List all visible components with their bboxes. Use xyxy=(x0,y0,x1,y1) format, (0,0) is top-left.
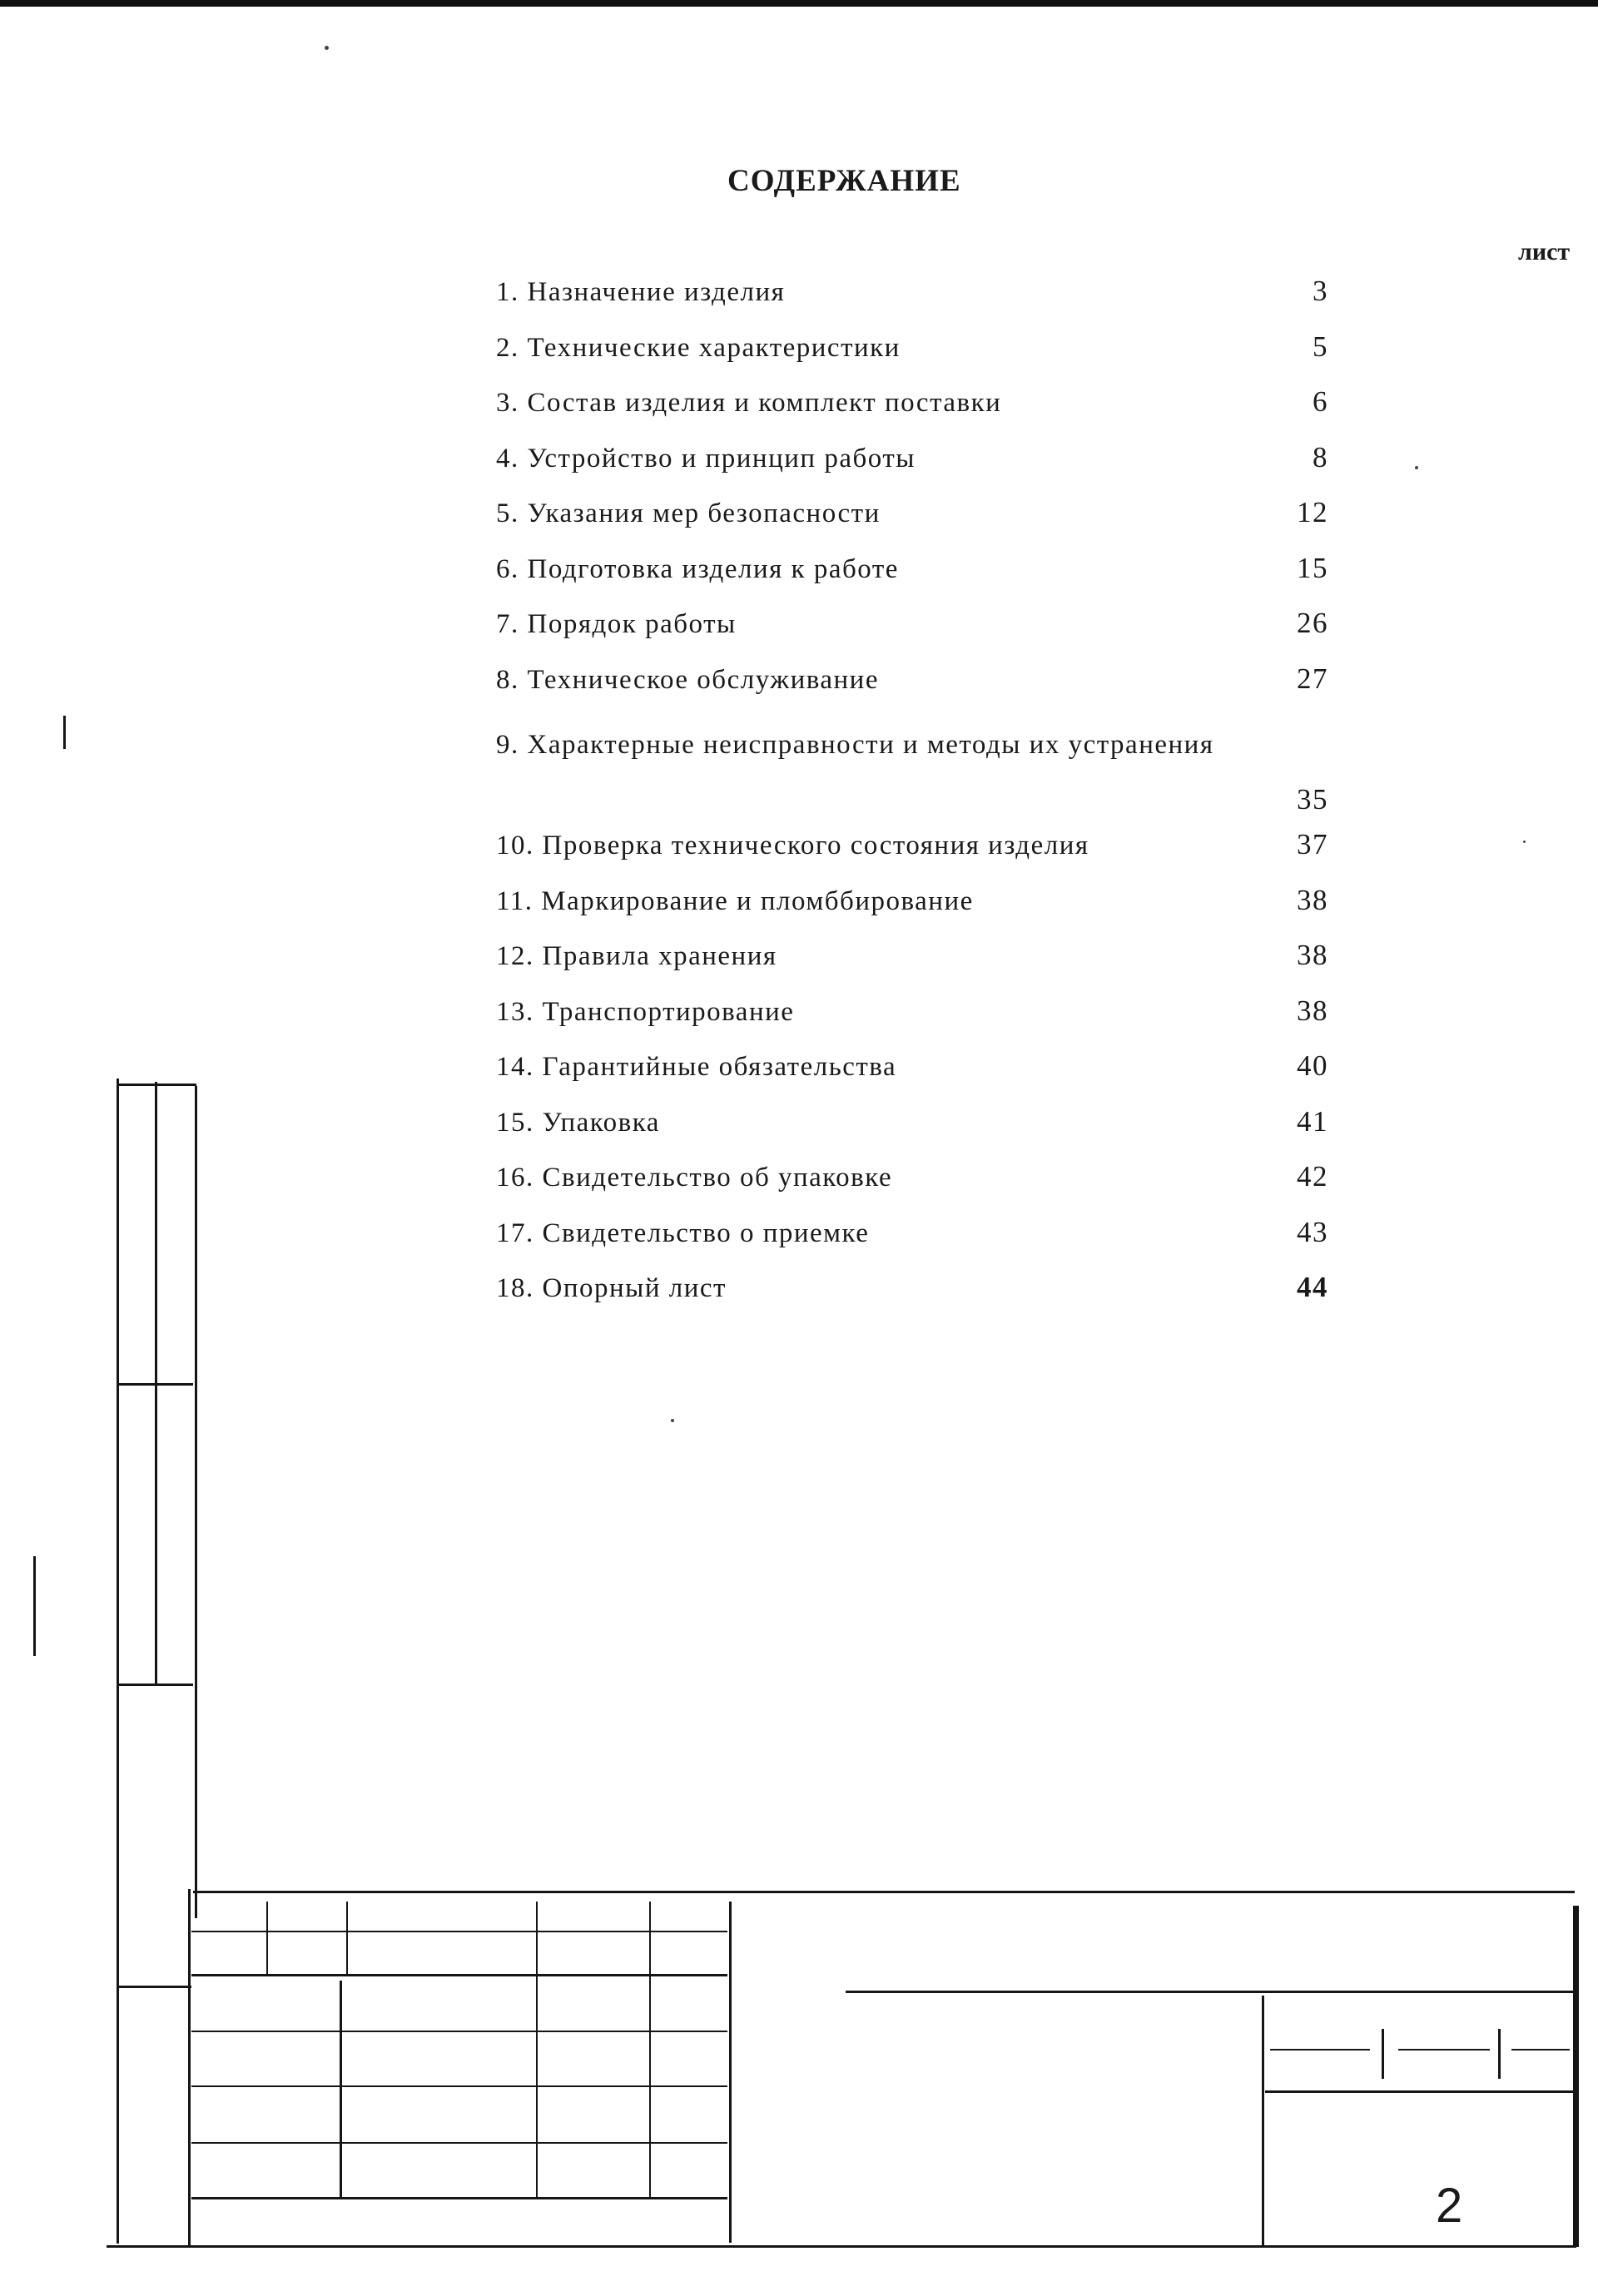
toc-entry: 5. Указания мер безопасности xyxy=(496,498,881,528)
toc-item xyxy=(496,275,1328,330)
toc-page-number: 5 xyxy=(1313,330,1328,363)
scan-speck xyxy=(671,1419,674,1422)
toc-page-number: 26 xyxy=(1297,607,1328,639)
toc-entry: 9. Характерные неисправности и методы их устранения xyxy=(496,730,1214,760)
toc-entry: 2. Технические характеристики xyxy=(496,332,901,363)
toc-page-number: 38 xyxy=(1297,939,1328,971)
toc-item xyxy=(496,441,1328,497)
toc-item xyxy=(496,884,1328,940)
toc-page-number: 15 xyxy=(1297,551,1328,584)
toc-page-number: 43 xyxy=(1297,1215,1328,1248)
toc-page-number: 35 xyxy=(1297,783,1328,816)
toc-page-number: 27 xyxy=(1297,662,1328,695)
toc-entry: 13. Транспортирование xyxy=(496,996,795,1027)
toc-page-number: 12 xyxy=(1297,496,1328,528)
toc-page-number: 37 xyxy=(1297,828,1328,860)
toc-entry: 10. Проверка технического состояния изделия xyxy=(496,831,1089,860)
toc-item xyxy=(496,330,1328,386)
toc-item xyxy=(496,607,1328,662)
toc-entry: 4. Устройство и принцип работы xyxy=(496,443,916,474)
table-of-contents xyxy=(496,275,1328,1327)
toc-entry: 6. Подготовка изделия к работе xyxy=(496,553,899,584)
toc-entry: 17. Свидетельство о приемке xyxy=(496,1217,870,1248)
toc-item xyxy=(496,496,1328,552)
toc-item xyxy=(496,662,1328,718)
toc-entry: 18. Опорный лист xyxy=(496,1273,727,1303)
toc-page-number: 44 xyxy=(1297,1271,1328,1303)
scan-speck xyxy=(325,46,329,50)
toc-item xyxy=(496,717,1328,828)
toc-entry: 15. Упаковка xyxy=(496,1107,660,1138)
toc-page-number: 3 xyxy=(1313,275,1328,307)
sheet-number: 2 xyxy=(1436,2179,1463,2233)
toc-item xyxy=(496,939,1328,994)
page-title: СОДЕРЖАНИЕ xyxy=(727,164,961,198)
toc-page-number: 41 xyxy=(1297,1104,1328,1138)
toc-entry: 1. Назначение изделия xyxy=(496,277,786,307)
toc-item xyxy=(496,994,1328,1050)
scan-speck xyxy=(1523,841,1526,843)
toc-item xyxy=(496,1049,1328,1105)
toc-page-number: 6 xyxy=(1313,385,1328,418)
toc-entry: 12. Правила хранения xyxy=(496,941,777,971)
toc-item xyxy=(496,1271,1328,1327)
toc-page-number: 38 xyxy=(1297,994,1328,1027)
toc-entry: 14. Гарантийные обязательства xyxy=(496,1052,897,1082)
toc-page-number: 42 xyxy=(1297,1160,1328,1193)
toc-entry: 8. Техническое обслуживание xyxy=(496,664,879,695)
toc-item xyxy=(496,828,1328,884)
toc-page-number: 38 xyxy=(1297,883,1328,916)
sheet-column-label: лист xyxy=(1518,238,1571,265)
toc-item xyxy=(496,552,1328,607)
toc-entry: 7. Порядок работы xyxy=(496,609,737,639)
toc-page-number: 8 xyxy=(1313,440,1328,474)
toc-entry: 16. Свидетельство об упаковке xyxy=(496,1163,893,1193)
toc-item xyxy=(496,385,1328,441)
toc-item xyxy=(496,1160,1328,1216)
scan-speck xyxy=(1415,466,1418,469)
top-border-line xyxy=(0,0,1598,7)
toc-entry: 3. Состав изделия и комплект поставки xyxy=(496,388,1002,418)
toc-entry: 11. Маркирование и пломббирование xyxy=(496,885,974,916)
toc-item xyxy=(496,1105,1328,1161)
toc-page-number: 40 xyxy=(1297,1049,1328,1082)
toc-item xyxy=(496,1216,1328,1272)
